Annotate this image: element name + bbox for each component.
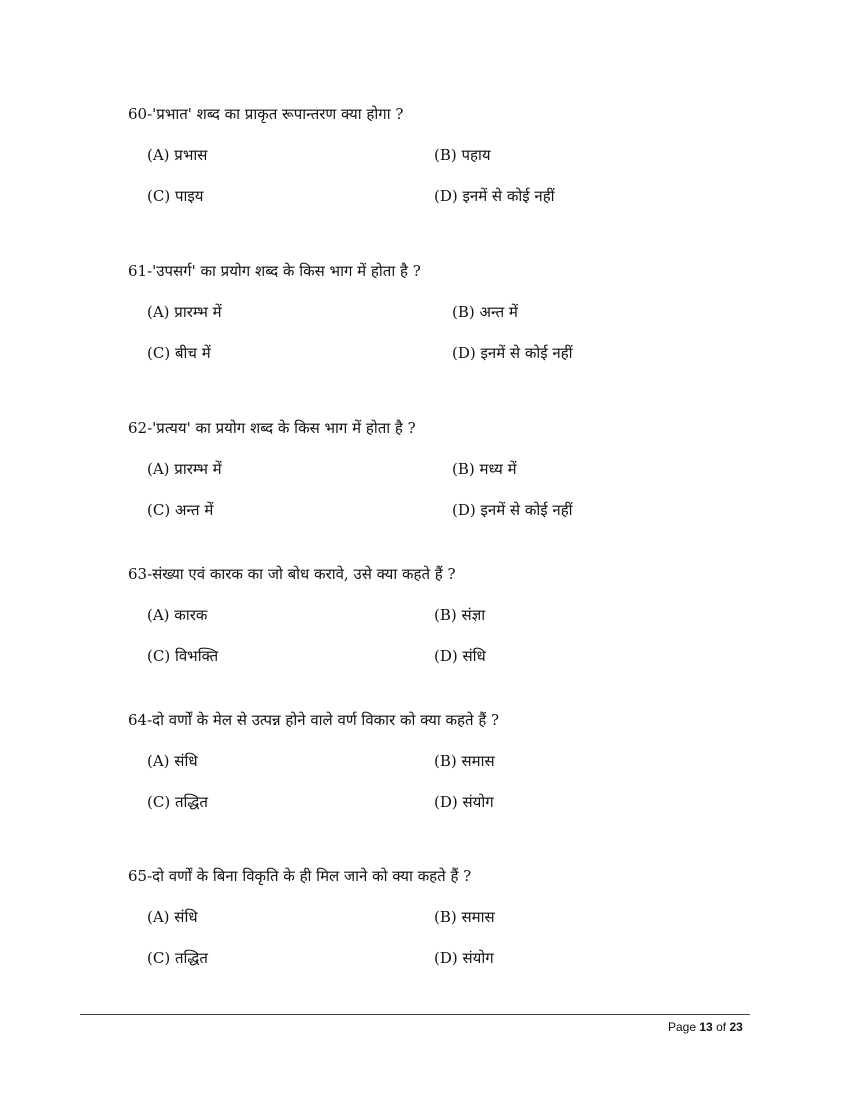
option-c: (C) तद्धित <box>147 793 208 811</box>
option-c: (C) अन्त में <box>147 501 214 519</box>
question-stem: दो वर्णों के मेल से उत्पन्न होने वाले वर्ण विकार को क्या कहते हैं ? <box>152 711 500 729</box>
current-page: 13 <box>699 1020 713 1034</box>
total-pages: 23 <box>729 1020 743 1034</box>
option-b: (B) मध्य में <box>452 460 517 478</box>
question-stem: 'प्रभात' शब्द का प्राकृत रूपान्तरण क्या होगा ? <box>152 105 404 123</box>
question-text <box>128 564 456 584</box>
question-number: 64- <box>128 711 153 729</box>
question-text <box>128 261 421 281</box>
question-number: 63- <box>128 565 153 583</box>
option-b: (B) अन्त में <box>452 303 518 321</box>
question-number: 61- <box>128 262 153 280</box>
option-c: (C) तद्धित <box>147 949 208 967</box>
question-stem: 'उपसर्ग' का प्रयोग शब्द के किस भाग में होता है ? <box>152 262 421 280</box>
option-a: (A) प्रभास <box>147 146 208 164</box>
option-b: (B) समास <box>434 752 495 770</box>
option-a: (A) संधि <box>147 908 198 926</box>
question-stem: दो वर्णों के बिना विकृति के ही मिल जाने को क्या कहते हैं ? <box>152 867 472 885</box>
option-b: (B) संज्ञा <box>434 606 486 624</box>
footer-divider <box>80 1014 750 1015</box>
question-stem: संख्या एवं कारक का जो बोध करावे, उसे क्या कहते हैं ? <box>152 565 456 583</box>
question-text <box>128 866 471 886</box>
option-d: (D) संयोग <box>434 949 494 967</box>
question-number: 60- <box>128 105 153 123</box>
option-d: (D) संधि <box>434 647 486 665</box>
option-d: (D) संयोग <box>434 793 494 811</box>
question-stem: 'प्रत्यय' का प्रयोग शब्द के किस भाग में होता है ? <box>152 419 416 437</box>
option-c: (C) विभक्ति <box>147 647 219 665</box>
option-d: (D) इनमें से कोई नहीं <box>452 344 573 362</box>
question-text <box>128 710 499 730</box>
option-d: (D) इनमें से कोई नहीं <box>434 187 555 205</box>
option-a: (A) कारक <box>147 606 208 624</box>
question-number: 65- <box>128 867 153 885</box>
option-c: (C) पाइय <box>147 187 204 205</box>
option-a: (A) संधि <box>147 752 198 770</box>
option-a: (A) प्रारम्भ में <box>147 460 222 478</box>
question-text <box>128 418 416 438</box>
of-label: of <box>716 1020 727 1034</box>
option-c: (C) बीच में <box>147 344 211 362</box>
question-number: 62- <box>128 419 153 437</box>
option-a: (A) प्रारम्भ में <box>147 303 222 321</box>
page-number <box>668 1020 743 1034</box>
option-b: (B) समास <box>434 908 495 926</box>
option-b: (B) पहाय <box>434 146 491 164</box>
option-d: (D) इनमें से कोई नहीं <box>452 501 573 519</box>
question-text <box>128 104 403 124</box>
page-label: Page <box>668 1020 697 1034</box>
